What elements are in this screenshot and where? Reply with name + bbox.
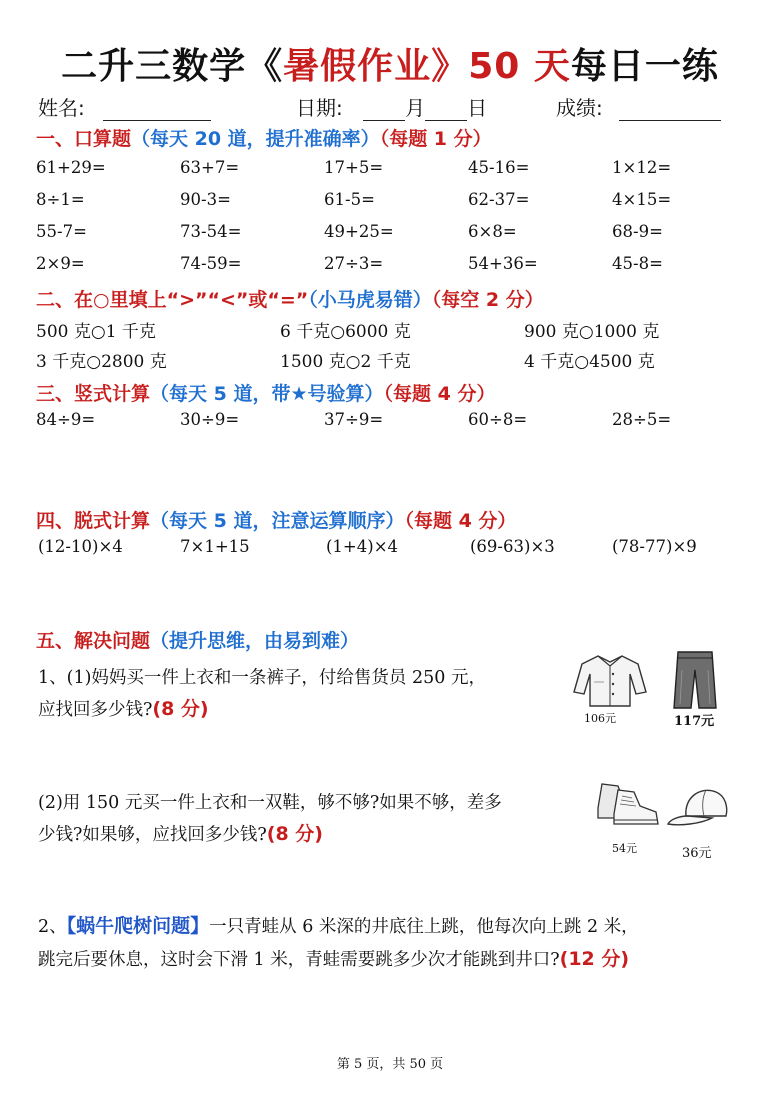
s5-p3-num: 2、	[38, 917, 67, 937]
section-4-heading	[36, 506, 516, 533]
problem-3-tag: 【蜗牛爬树问题】	[66, 915, 210, 937]
compare-left: 900 克	[524, 322, 579, 342]
title-part1: 二升三数学《	[61, 46, 284, 87]
oral-calc-item: 6×8=	[468, 222, 517, 241]
blank-circle-icon[interactable]: ○	[330, 322, 346, 342]
oral-calc-item: 90-3=	[180, 190, 231, 209]
s3-h-r2: （每题 4 分）	[383, 383, 496, 405]
s5-p3-line1: 一只青蛙从 6 米深的井底往上跳，他每次向上跳 2 米，	[209, 917, 639, 937]
step-calc-item: (69-63)×3	[470, 537, 555, 556]
oral-calc-item: 68-9=	[612, 222, 663, 241]
title-part4: 每日一练	[570, 46, 719, 87]
compare-left: 500 克	[36, 322, 91, 342]
step-calc-item: (1+4)×4	[326, 537, 399, 556]
title-highlight: 暑假作业	[283, 46, 432, 87]
shoes-price: 54元	[612, 842, 637, 855]
s5-h-b: （提升思维，由易到难）	[150, 630, 360, 652]
s5-p2-line2: 少钱?如果够，应找回多少钱?	[38, 825, 267, 845]
step-calc-item: (12-10)×4	[38, 537, 123, 556]
date-label: 日期:	[296, 96, 343, 120]
s4-h-r: 四、脱式计算	[36, 510, 151, 532]
s3-h-b: （每天 5 道，带★号验算）	[150, 383, 384, 405]
shirt-icon	[572, 652, 648, 708]
oral-calc-item: 2×9=	[36, 254, 85, 273]
step-calc-item: (78-77)×9	[612, 537, 697, 556]
name-label: 姓名:	[38, 96, 85, 120]
title-days: 》50 天	[431, 46, 571, 87]
score-field[interactable]	[556, 92, 721, 121]
s5-h-r: 五、解决问题	[36, 630, 151, 652]
vertical-calc-item: 30÷9=	[180, 410, 240, 429]
page-title	[0, 38, 780, 89]
compare-item	[36, 347, 167, 372]
section-3-heading	[36, 379, 495, 406]
sneakers-icon	[594, 778, 660, 830]
compare-left: 3 千克	[36, 352, 87, 372]
oral-calc-item: 63+7=	[180, 158, 240, 177]
vertical-calc-item: 84÷9=	[36, 410, 96, 429]
cap-price: 36元	[682, 846, 712, 861]
blank-circle-icon[interactable]: ○	[90, 322, 106, 342]
oral-calc-item: 4×15=	[612, 190, 672, 209]
cap-icon	[666, 782, 736, 828]
problem-1-line-2	[38, 694, 209, 721]
oral-calc-item: 74-59=	[180, 254, 242, 273]
s5-p1-line2: 应找回多少钱?	[38, 700, 153, 720]
name-field[interactable]	[38, 92, 211, 121]
oral-calc-item: 61-5=	[324, 190, 375, 209]
score-blank[interactable]	[619, 100, 721, 121]
compare-item	[36, 317, 156, 342]
compare-right: 4500 克	[589, 352, 655, 372]
problem-2-line-1: (2)用 150 元买一件上衣和一双鞋，够不够?如果不够，差多	[38, 793, 502, 813]
oral-calc-item: 62-37=	[468, 190, 530, 209]
step-calc-item: 7×1+15	[180, 537, 250, 556]
month-label: 月	[405, 96, 426, 120]
compare-item	[524, 347, 655, 372]
problem-2-line-2	[38, 819, 323, 846]
blank-circle-icon[interactable]: ○	[574, 352, 590, 372]
problem-3-line-1	[38, 911, 639, 938]
compare-right: 2 千克	[360, 352, 411, 372]
oral-calc-item: 55-7=	[36, 222, 87, 241]
section-2-heading	[36, 285, 544, 312]
oral-calc-item: 8÷1=	[36, 190, 85, 209]
oral-calc-item: 73-54=	[180, 222, 242, 241]
month-blank[interactable]	[363, 100, 405, 121]
vertical-calc-item: 37÷9=	[324, 410, 384, 429]
oral-calc-item: 49+25=	[324, 222, 394, 241]
compare-right: 6000 克	[345, 322, 411, 342]
compare-item	[280, 347, 411, 372]
oral-calc-item: 27÷3=	[324, 254, 384, 273]
pants-price: 117元	[674, 714, 715, 729]
compare-left: 4 千克	[524, 352, 575, 372]
compare-left: 1500 克	[280, 352, 346, 372]
blank-circle-icon[interactable]: ○	[86, 352, 102, 372]
s2-h-r2: （每空 2 分）	[431, 289, 544, 311]
score-label: 成绩:	[556, 96, 603, 120]
s4-h-r2: （每题 4 分）	[404, 510, 517, 532]
oral-calc-item: 45-8=	[612, 254, 663, 273]
blank-circle-icon[interactable]: ○	[578, 322, 594, 342]
s4-h-b: （每天 5 道，注意运算顺序）	[150, 510, 405, 532]
problem-3-score: (12 分)	[559, 948, 630, 970]
problem-2-score: (8 分)	[266, 823, 323, 845]
date-field[interactable]	[296, 92, 487, 121]
compare-item	[280, 317, 411, 342]
problem-1-line-1: 1、(1)妈妈买一件上衣和一条裤子，付给售货员 250 元，	[38, 668, 486, 688]
compare-item	[524, 317, 659, 342]
compare-right: 1000 克	[593, 322, 660, 342]
page-footer: 第 5 页，共 50 页	[336, 1057, 444, 1072]
s2-h-r: 二、在○里填上“>”“<”或“=”	[36, 289, 309, 311]
compare-left: 6 千克	[280, 322, 331, 342]
s1-h-r2: （每题 1 分）	[379, 128, 492, 150]
section-5-heading	[36, 626, 359, 653]
name-blank[interactable]	[103, 100, 211, 121]
day-blank[interactable]	[425, 100, 467, 121]
problem-1-score: (8 分)	[152, 698, 209, 720]
problem-3-line-2	[38, 944, 629, 971]
oral-calc-item: 54+36=	[468, 254, 538, 273]
oral-calc-item: 45-16=	[468, 158, 530, 177]
blank-circle-icon[interactable]: ○	[345, 352, 361, 372]
s1-h-b: （每天 20 道，提升准确率）	[131, 128, 380, 150]
shirt-price: 106元	[584, 712, 616, 725]
section-1-heading	[36, 124, 492, 151]
oral-calc-item: 1×12=	[612, 158, 672, 177]
vertical-calc-item: 28÷5=	[612, 410, 672, 429]
compare-right: 2800 克	[101, 352, 167, 372]
pants-icon	[672, 650, 718, 710]
s3-h-r: 三、竖式计算	[36, 383, 151, 405]
s2-h-b: （小马虎易错）	[308, 289, 432, 311]
oral-calc-item: 61+29=	[36, 158, 106, 177]
compare-right: 1 千克	[105, 322, 156, 342]
s1-h-r: 一、口算题	[36, 128, 132, 150]
s5-p3-line2: 跳完后要休息，这时会下滑 1 米，青蛙需要跳多少次才能跳到井口?	[38, 950, 560, 970]
vertical-calc-item: 60÷8=	[468, 410, 528, 429]
oral-calc-item: 17+5=	[324, 158, 384, 177]
day-label: 日	[467, 96, 488, 120]
